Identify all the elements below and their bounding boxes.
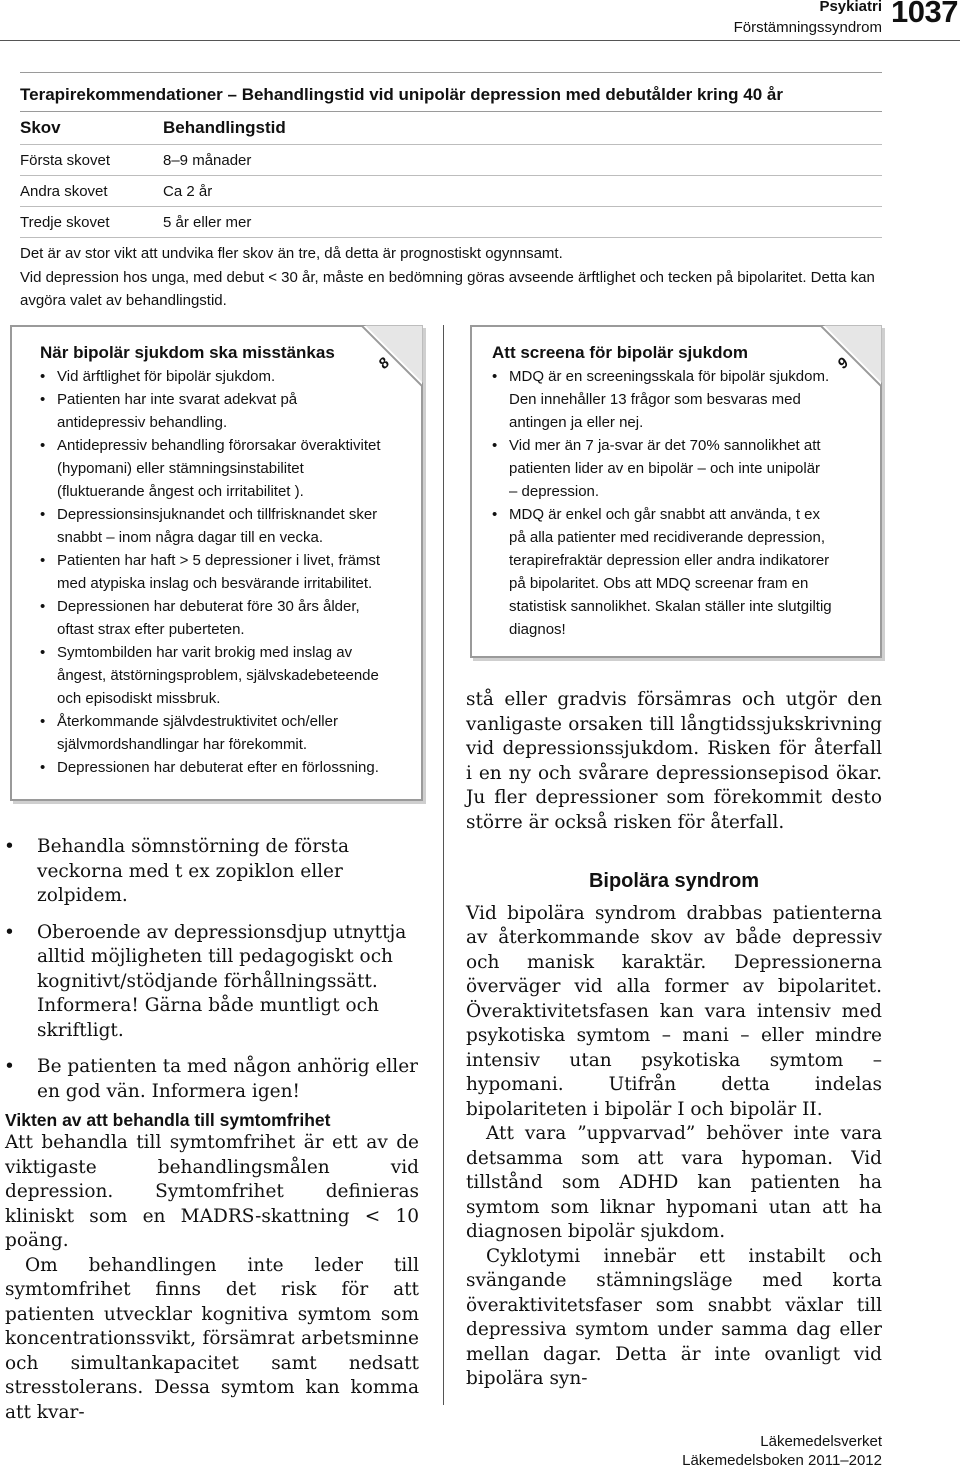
right-column-text — [466, 688, 882, 1392]
list-item-text: Behandla sömnstörning de första veckorna med t ex zopiklon eller zolpidem. — [37, 836, 349, 906]
section-title: Psykiatri — [819, 0, 882, 15]
list-item: • Vid ärftlighet för bipolär sjukdom. — [40, 365, 383, 388]
table-row — [20, 176, 882, 207]
list-item: • Patienten har inte svarat adekvat på antidepressiv behandling. — [40, 388, 383, 434]
list-item-text: Be patienten ta med någon anhörig eller en god vän. Informera igen! — [37, 1056, 419, 1102]
box-title: Att screena för bipolär sjukdom — [492, 343, 748, 362]
bullet-icon: • — [4, 1056, 15, 1077]
footer-publisher: Läkemedelsverket — [760, 1433, 882, 1450]
section-heading: Vikten av att behandla till symtomfrihet — [5, 1110, 331, 1130]
col-header-episode: Skov — [20, 118, 61, 137]
episode-cell: Tredje skovet — [20, 213, 110, 231]
list-item: • Depressionen har debuterat efter en förlossning. — [40, 756, 383, 779]
list-item: • MDQ är en screeningsskala för bipolär sjukdom. Den innehåller 13 frågor som besvaras med antingen ja eller nej. — [492, 365, 832, 434]
box-list — [40, 365, 403, 779]
paragraph: Att vara ”uppvarvad” behöver inte vara detsamma som att vara hypoman. Vid tillstånd som ADHD kan patienten ha symtom som liknar hypomani utan att ha diagnosen bipolär sjukdom. — [466, 1123, 882, 1242]
box-number: 9 — [833, 354, 852, 373]
header-rule — [0, 40, 960, 41]
facts-box-9 — [470, 325, 882, 658]
list-item: • Vid mer än 7 ja-svar är det 70% sannolikhet att patienten lider av en bipolär – och inte unipolär – depression. — [492, 434, 832, 503]
rec-header-row — [20, 112, 882, 145]
paragraph: Att behandla till symtomfrihet är ett av de viktigaste behandlingsmålen vid depression. Symtomfrihet definieras kliniskt som en MADRS-skattning < 10 poäng. — [5, 1132, 419, 1251]
episode-cell: Andra skovet — [20, 182, 108, 200]
box-list — [492, 365, 862, 641]
bullet-icon: • — [4, 921, 15, 943]
section-body — [5, 1131, 419, 1425]
list-item: • Depressionen har debuterat före 30 års ålder, oftast strax efter puberteten. — [40, 595, 383, 641]
list-item: • Återkommande självdestruktivitet och/eller självmordshandlingar har förekommit. — [40, 710, 383, 756]
col-header-duration: Behandlingstid — [163, 118, 286, 137]
list-item: • Patienten har haft > 5 depressioner i livet, främst med atypiska inslag och besvärande irritabilitet. — [40, 549, 383, 595]
therapy-recommendation — [20, 72, 882, 313]
rec-note-2: Vid depression hos unga, med debut < 30 år, måste en bedömning göras avseende ärftlighet och tecken på bipolaritet. Detta kan avgöra valet av behandlingstid. — [20, 268, 875, 309]
list-item: • MDQ är enkel och går snabbt att använda, t ex på alla patienter med recidiverande depression, terapirefraktär depression eller andra indikatorer på bipolaritet. Obs att MDQ screenar fram en statistisk sannolikhet. Skalan ställer inte slutgiltig diagnos! — [492, 503, 832, 641]
duration-cell: Ca 2 år — [163, 182, 213, 200]
paragraph: Om behandlingen inte leder till symtomfrihet finns det risk för att patienten utvecklar kognitiva symtom som koncentrationssvikt, försämrat arbetsminne och simultankapacitet samt nedsatt stresstolerans. Dessa symtom kan komma att kvar- — [5, 1254, 419, 1423]
box-number: 8 — [374, 354, 393, 373]
paragraph: Vid bipolära syndrom drabbas patienterna av återkommande skov av både depressiv och manisk karaktär. Depressionerna överväger vid alla former av bipolaritet. Överaktivitetsfasen kan vara intensiv med psykotiska symtom – mani – eller mindre intensiv utan psykotiska symtom – hypomani. Utifrån detta indelas bipolariteten i bipolär I och bipolär II. — [466, 902, 882, 1120]
table-row — [20, 207, 882, 238]
list-item: • Depressionsinsjuknandet och tillfrisknandet sker snabbt – inom några dagar till en vecka. — [40, 503, 383, 549]
list-item: • Symtombilden har varit brokig med inslag av ångest, ätstörningsproblem, självskadebeteende och episodiskt missbruk. — [40, 641, 383, 710]
duration-cell: 8–9 månader — [163, 151, 252, 169]
paragraph: Cyklotymi innebär ett instabilt och svängande stämningsläge med korta överaktivitetsfaser som snabbt växlar till depressiva symtom under samma dag eller mellan dagar. Detta är inte ovanligt vid bipolära syn- — [466, 1245, 882, 1389]
list-item — [0, 835, 420, 909]
bullet-icon: • — [4, 836, 15, 857]
list-item-text: Oberoende av depressionsdjup utnyttja alltid möjligheten till pedagogiskt och kognitivt/stödjande förhållningssätt. Informera! Gärna både muntligt och skriftligt. — [37, 921, 407, 1041]
box-title: När bipolär sjukdom ska misstänkas — [40, 343, 335, 362]
symptom-section — [5, 1110, 419, 1425]
column-divider — [443, 325, 444, 1405]
rec-note-1: Det är av stor vikt att undvika fler skov än tre, då detta är prognostiskt ogynnsamt. — [20, 245, 563, 262]
rec-title: Terapirekommendationer – Behandlingstid vid unipolär depression med debutålder kring 40 år — [20, 85, 783, 104]
episode-cell: Första skovet — [20, 151, 111, 169]
facts-box-8 — [10, 325, 423, 801]
advice-list — [0, 835, 420, 1116]
rec-note — [20, 238, 882, 313]
footer-book: Läkemedelsboken 2011–2012 — [682, 1452, 882, 1469]
duration-cell: 5 år eller mer — [163, 213, 252, 231]
section-heading: Bipolära syndrom — [588, 870, 760, 892]
list-item — [0, 921, 420, 1044]
list-item — [0, 1055, 420, 1104]
paragraph: stå eller gradvis försämras och utgör den vanligaste orsaken till långtidssjukskrivning vid depressionssjukdom. Risken för återfall i en ny och svårare depressionsepisod ökar. Ju fler depressioner som förekommit desto större är också risken för återfall. — [466, 689, 882, 833]
table-row — [20, 145, 882, 176]
list-item: • Antidepressiv behandling förorsakar överaktivitet (hypomani) eller stämningsinstabilitet (fluktuerande ångest och irritabilitet ). — [40, 434, 383, 503]
subsection-title: Förstämningssyndrom — [733, 19, 882, 36]
page-number: 1037 — [891, 0, 958, 29]
